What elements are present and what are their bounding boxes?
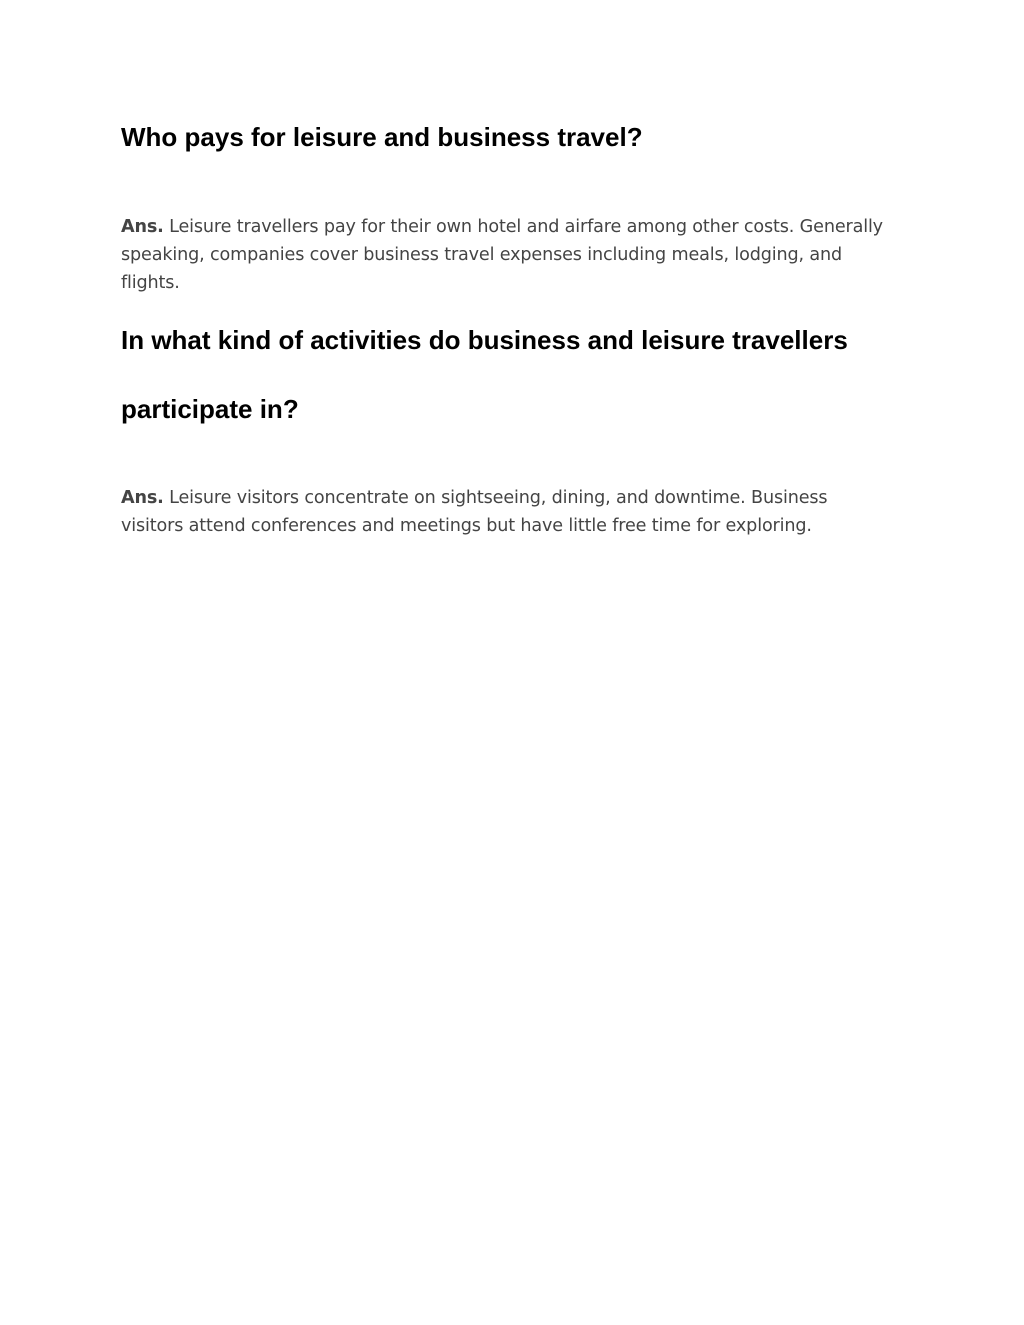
answer-line: flights.	[121, 273, 180, 293]
answer-label: Ans.	[121, 488, 164, 508]
answer-label: Ans.	[121, 217, 164, 237]
answer-line: visitors attend conferences and meetings but have little free time for exploring.	[121, 516, 812, 536]
question-line: In what kind of activities do business and leisure travellers	[121, 325, 848, 355]
answer-paragraph-2	[121, 484, 911, 540]
question-line: Who pays for leisure and business travel?	[121, 122, 643, 152]
answer-text: Leisure travellers pay for their own hotel and airfare among other costs. Generally	[163, 217, 883, 237]
question-line: participate in?	[121, 394, 299, 424]
answer-line	[121, 484, 911, 512]
question-heading-1	[121, 122, 643, 152]
question-heading-2	[121, 325, 848, 355]
answer-paragraph-1	[121, 213, 911, 297]
question-heading-2-continued	[121, 394, 299, 424]
answer-text: Leisure visitors concentrate on sightseeing, dining, and downtime. Business	[163, 488, 828, 508]
answer-line: speaking, companies cover business travel expenses including meals, lodging, and	[121, 245, 843, 265]
answer-line	[121, 213, 911, 241]
